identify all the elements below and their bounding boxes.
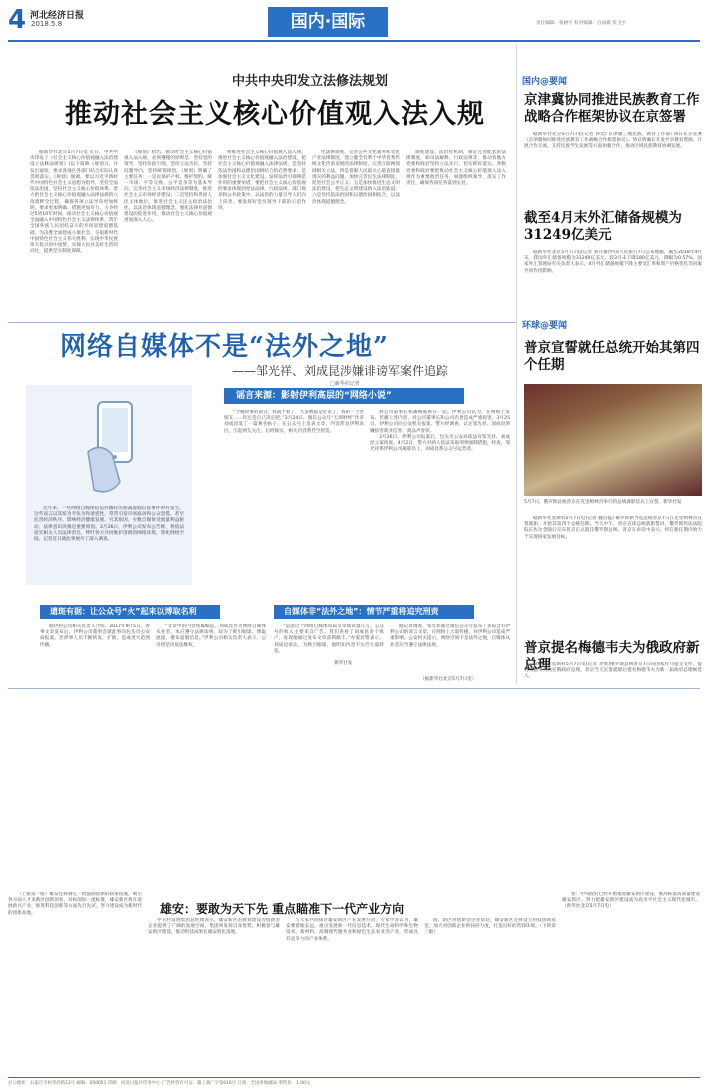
editors-line: 责任编辑：张树宇 校对编辑：白雨霜 张飞宇 [536, 21, 627, 26]
story-2-body: 据新华社北京5月7日电(记者 刘开雄)中国人民银行7日公布数据，截至2018年4月末，我国外汇储备规模为31249亿美元，较3月末下降180亿美元，降幅为0.57%。国家外汇管理局有关负责人表示，4月外汇储备规模下降主要受汇率和资产价格变化等因素共同作用影响。 [524, 250, 702, 274]
feature-subtitle: ——邹光祥、刘成昆涉嫌诽谤军案件追踪 [232, 364, 449, 378]
story-3-body: 据新华社莫斯科5月7日电(记者 魏良磊) 俄罗斯新当选总统普京7日在克里姆林宫宣誓就职，开始其第四个总统任期。当天中午，普京宣读总统就职誓词，俄罗斯宪法法院院长佐尔金随后宣布普京正式就任俄罗斯总统。普京在讲话中表示，将在新任期内致力于实现国家发展目标。 [524, 516, 702, 540]
feature-intro-text: 近年来，一些网络自媒体借造传播轻历损减虚假信息事件时有发生。这些谣言以其炫为夸张为和迷惑性，常常引发市场波动和公众恐慌，甚至危害经济秩序、影响经济健康发展。究其原因，少数自媒体受流量利益驱动、法律意识淡薄是重要原因。3月26日，伊利公司发布公告称，将依法追究相关人员法律责任，呼吁各方共同维护清朗的网络环境，净化网络空间。记者近日就此事展开了深入调查。 [34, 506, 184, 543]
feature-body-2: 利公司董事长和潘刚联系在一起。伊利公司认为，在网络上发布、传播上述内容，对公司董事长和公司名誉造成严重损害。3月25日，伊利公司向公安机关报案。警方经调查，认定邹光祥、刘成昆涉嫌损害商业信誉、商品声誉罪。 3月26日，伊利公司报案后，包头市公安局依法对邹光祥、刘成昆立案侦查。4月2日，警方对两人依法采取刑事强制措施。经查，邹光祥系伊利公司离职员工，刘成昆系公众号运营者。 [370, 410, 510, 453]
feature-photo-credit: 新华社发 [334, 661, 353, 666]
lead-column-2: 《规划》指出，推动社会主义核心价值观入法入规，必须遵循的原则是：坚持党的领导，坚持价值引领，坚持立法为民，坚持问题导向，坚持统筹推进。《规划》明确了主要任务：一是以保护产权、维护契约、统一市场、平等交换、公平竞争等为基本导向，完善社会主义市场经济法律制度，推进社会主义市场经济建设；二是坚持和巩固人民主体地位，推进社会主义民主政治法治化，以法治体现道德理念、强化法律对道德建设的促进作用，推动社会主义核心价值观更加深入人心。 [124, 150, 212, 224]
header-rule [8, 40, 700, 42]
lead-column-1: 据新华社北京5月7日电 近日，中共中央印发了《社会主义核心价值观融入法治建设立法修法规划》(以下简称《规划》)，并发出通知，要求各地区各部门结合实际认真贯彻落实。《规划》强调，要以习近平新时代中国特色社会主义思想为指导，坚持全面依法治国，坚持社会主义核心价值体系，着力把社会主义核心价值观融入法律法规的立改废释全过程，确保各项立法导向更加鲜明、要求更加明确、措施更加有力，力争经过5到10年时间，推动社会主义核心价值观全面融入中国特色社会主义法律体系，筑牢全国各族人民团结奋斗的共同思想道德基础，为决胜全面建成小康社会、夺取新时代中国特色社会主义伟大胜利、实现中华民族伟大复兴的中国梦，实现人民对美好生活的向往，提供坚实制度保障。 [30, 150, 118, 255]
putin-inauguration-photo [524, 384, 702, 496]
issue-date: 2018.5.8 [31, 20, 63, 28]
feature-body-6: 据记者调查，邹光祥通过微信公众号发布了多篇含有伊利公司的谣言文章，在网络上大量传播，对伊利公司造成严重影响。公安机关提示，网络空间不是法外之地，自媒体从业者应当遵守法律法规。 [390, 624, 510, 648]
story-2-headline: 截至4月末外汇储备规模为31249亿美元 [524, 210, 682, 243]
bottom-column-3: 与大家共同探讨雄安新区产业发展方向，专家学者认为，雄安要着眼长远，重点发展新一代信息技术、现代生命科学和生物技术、新材料、高端现代服务业和绿色生态农业等产业，形成具有竞争力的产业体系。 [286, 918, 418, 942]
lead-column-4: 化法律制度，完善公共文化服务和文化产业法律制度，建立健全有利于中华优秀传统文化传承发展的法律制度，完善互联网领域相关立法，四是着眼人民最关心最直接最现实的利益问题，加快完善民生法律制度，促进社会公平正义；五是加快推进生态文明法治建设，把生态文明建设纳入法治轨道；六是坚持依法治国和以德治国相结合，以法治体现道德理念。 [312, 150, 400, 205]
feature-section-left-title: 遗斑有据：让公众号“火”起来以博取名利 [40, 605, 220, 619]
feature-body-5: “造谣这个网络自媒体每篇文章阅读量几万，公众号的收入主要来自广告。我们查看了刘成昆多个账户，发现他通过发布文章获利颇丰。”办案民警表示。刘成昆承认，为吸引眼球，他明知内容不实仍大量转发。 [274, 624, 384, 654]
world-news-tab: 环球@要闻 [522, 321, 568, 331]
smartphone-hand-illustration [60, 392, 170, 502]
story-1-body: 据新华社北京5月7日电(记者 孙奕) 京津冀三地民族、教育工作部门6日在京签署《京津冀协同推进民族教育工作战略合作框架协议》。协议明确在开发共享教育资源、开展合作交流、支持民族学生发展等方面加强合作，推动区域民族教育协调发展。 [524, 132, 702, 150]
domestic-news-tab: 国内@要闻 [522, 77, 568, 87]
story-4-headline: 普京提名梅德韦夫为俄政府新总理 [524, 640, 700, 673]
bottom-column-2: 中关村发展集团总经理表示，雄安新区的规划建设为创新型企业提供了广阔的发展空间，集团将发挥自身优势，积极参与雄安新区建设，推动科技成果在雄安转化落地。 [148, 918, 280, 936]
bottom-column-5: 智：中央政府已经开始推进雄安新区建设，要高标准高质量建设雄安新区，努力把雄安新区建设成为高水平社会主义现代化城市。（新华社北京5月7日电） [562, 892, 700, 910]
story-1-headline: 京津冀协同推进民族教育工作战略合作框架协议在京签署 [524, 92, 700, 125]
photo-caption: 5月7日，俄罗斯总统普京在克里姆林宫举行的总统就职仪式上宣誓。新华社发 [524, 500, 682, 505]
feature-title: 网络自媒体不是“法外之地” [60, 332, 389, 362]
footer-rule [8, 1077, 700, 1078]
bottom-headline: 雄安：要敢为天下先 重点瞄准下一代产业方向 [160, 902, 405, 916]
feature-credit: （据新华社北京5月7日电） [420, 677, 477, 682]
feature-note-title: 谣言来源：影射伊利高层的“网络小说” [224, 388, 464, 404]
page-number: 4 [8, 6, 30, 34]
footer-info: 办公地址：石家庄市裕华西路12号 邮编：050051 印刷：河北日报社印务中心 广告经营许可证：冀工商广字第016号 订阅：全国各地邮局 零售价：1.00元 [8, 1081, 311, 1086]
lead-subhead: 中共中央印发立法修法规划 [231, 74, 388, 89]
feature-body-3: 据伊利公司相关负责人介绍，2017年9月5日，涉事文章发布后，伊利公司董事会就此事向包头市公安局报案。但涉事人员不断转发、扩散，造成更大范围传播。 [40, 624, 150, 648]
feature-byline: □新华社记者 [330, 381, 360, 387]
feature-section-right-title: 自媒体非“法外之地”：情节严重将追究刑责 [274, 605, 474, 619]
bottom-divider [8, 688, 700, 689]
column-divider [516, 44, 517, 684]
feature-body-1: “今晚故事的部分，我就不看了，大多数都是呓语了，我的一个老朋友……你还是自己决定吧。”3月24日，微信公众号“天津财经”作者刘成昆发了一篇署名帖子，在公众号上发表文章，内容涉及伊利高层，引起网友关注。后经核实，相关内容系凭空捏造。 [224, 410, 364, 434]
bottom-column-4: 间，新区对创新型企业欢迎，雄安新区还将设立科技创新基金，加大对创新企业的扶持力度，打造良好的营商环境。（下转第三版） [424, 918, 556, 936]
feature-body-4: “文章中的内容纯属编造，刘成昆作为网络自媒体从业者，本应遵守法律法规，却为了吸引眼球、博取流量，散布虚假信息。”伊利公司相关负责人表示，公司将坚决依法维权。 [156, 624, 266, 648]
lead-column-3: 快推进社会主义核心价值观入法入规。推进社会主义核心价值观融入法治建设，把社会主义核心价值观融入法律法规，是坚持依法治国和以德治国相结合的必然要求，是加强社会主义文化建设、发挥法治引领规范作用的重要举措。要把社会主义核心价值观的要求体现到宪法法律、行政法规、部门规章和公共政策中，以法治的力量引导人们向上向善。要发挥好党员领导干部的示范作用。 [218, 150, 306, 211]
paper-name: 河北经济日报 [30, 11, 85, 21]
section-title: 国内·国际 [268, 7, 388, 37]
story-4-body: 据新华社莫斯科5月7日电(记者 李奥)俄罗斯总统普京7日向国家杜马提交文件，提名梅德韦夫出任俄政府总理。普京当天宣誓就职后提名梅德韦夫为新一届政府总理候选人。 [524, 662, 702, 680]
story-3-headline: 普京宣誓就任总统开始其第四个任期 [524, 340, 700, 373]
bottom-column-1: （上接第一版）雄安还将制定一批鼓励创新的政策措施，吸引各方面人才来新区创新创业。对标国际一流标准，雄安新区将在发展新兴产业、推进科技创新等方面先行先试，努力建设成为新时代的创新高地。 [8, 892, 142, 916]
lead-column-5: 制度建设、法治化机制，制定完善配套的法律制度，如司法解释、行政法规等，推动各地方党委和政府坚持立法先行，切实抓好落实。各级党委和政府要把推动社会主义核心价值观入法入规作为重要政治任务，加强组织领导，落实工作责任，确保各项任务落到实处。 [406, 150, 506, 187]
lead-headline: 推动社会主义核心价值观入法入规 [65, 99, 485, 130]
